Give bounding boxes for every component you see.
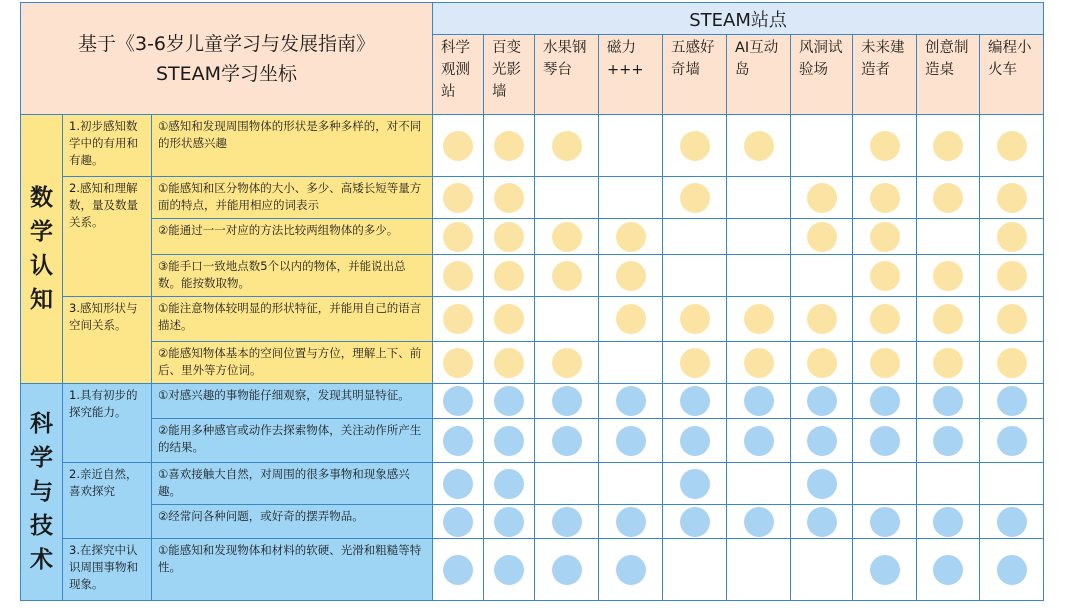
mark-cell [727,384,791,419]
mark-cell [917,219,980,255]
station-header-8: 未来建造者 [853,35,917,115]
station-mark-dot [616,386,646,416]
station-mark-dot [680,426,710,456]
mark-cell [663,384,727,419]
mark-cell [980,342,1044,384]
mark-cell [599,177,663,219]
mark-cell [980,463,1044,505]
mark-cell [917,115,980,177]
station-mark-dot [494,348,524,378]
station-mark-dot [443,304,473,334]
station-mark-dot [997,348,1027,378]
station-mark-dot [807,386,837,416]
station-mark-dot [870,222,900,252]
station-mark-dot [552,426,582,456]
table-row [21,384,1044,419]
mark-cell [727,505,791,539]
mark-cell [535,384,599,419]
indicator-cell: ②能通过一一对应的方法比较两组物体的多少。 [152,219,433,255]
table-row [21,463,1044,505]
mark-cell [599,539,663,601]
station-mark-dot [997,507,1027,537]
mark-cell [535,297,599,342]
station-mark-dot [744,348,774,378]
mark-cell [917,177,980,219]
mark-cell [663,177,727,219]
mark-cell [599,419,663,463]
indicator-cell: ①能感知和区分物体的大小、多少、高矮长短等量方面的特点，并能用相应的词表示 [152,177,433,219]
goal-cell: 3.感知形状与空间关系。 [63,297,152,384]
mark-cell [484,539,535,601]
mark-cell [727,297,791,342]
mark-cell [980,297,1044,342]
mark-cell [917,539,980,601]
station-mark-dot [443,183,473,213]
goal-cell: 2.亲近自然，喜欢探究 [63,463,152,539]
mark-cell [433,463,484,505]
mark-cell [663,463,727,505]
category-char: 知 [30,287,53,313]
category-char: 学 [30,219,53,245]
mark-cell [433,539,484,601]
mark-cell [917,384,980,419]
mark-cell [663,505,727,539]
station-mark-dot [933,507,963,537]
table-row [21,419,1044,463]
mark-cell [535,505,599,539]
station-mark-dot [807,507,837,537]
mark-cell [599,219,663,255]
station-mark-dot [680,131,710,161]
station-mark-dot [807,426,837,456]
station-mark-dot [552,261,582,291]
mark-cell [727,342,791,384]
mark-cell [433,342,484,384]
station-mark-dot [494,183,524,213]
steam-coordinate-table [20,2,1044,601]
station-header-7: 风洞试验场 [791,35,853,115]
mark-cell [791,505,853,539]
mark-cell [917,342,980,384]
mark-cell [663,255,727,297]
mark-cell [853,219,917,255]
mark-cell [791,219,853,255]
goal-cell: 3.在探究中认识周围事物和现象。 [63,539,152,601]
station-mark-dot [443,386,473,416]
station-mark-dot [616,507,646,537]
mark-cell [791,463,853,505]
table-title [21,3,433,115]
indicator-cell: ②经常问各种问题，或好奇的摆弄物品。 [152,505,433,539]
station-mark-dot [552,222,582,252]
mark-cell [433,419,484,463]
station-mark-dot [680,304,710,334]
station-mark-dot [933,261,963,291]
mark-cell [484,219,535,255]
station-mark-dot [680,469,710,499]
mark-cell [917,297,980,342]
station-header-2: 百变光影墙 [484,35,535,115]
mark-cell [853,463,917,505]
station-mark-dot [494,469,524,499]
goal-cell: 2.感知和理解数，量及数量关系。 [63,177,152,297]
station-mark-dot [870,507,900,537]
mark-cell [535,539,599,601]
mark-cell [433,219,484,255]
station-mark-dot [616,261,646,291]
station-mark-dot [933,348,963,378]
station-mark-dot [744,507,774,537]
station-mark-dot [933,131,963,161]
station-mark-dot [807,304,837,334]
station-mark-dot [616,555,646,585]
station-header-9: 创意制造桌 [917,35,980,115]
station-mark-dot [443,426,473,456]
mark-cell [663,115,727,177]
mark-cell [853,255,917,297]
station-mark-dot [680,386,710,416]
steam-stations-header: STEAM站点 [433,3,1044,35]
mark-cell [599,384,663,419]
mark-cell [853,539,917,601]
mark-cell [727,539,791,601]
mark-cell [853,177,917,219]
mark-cell [980,505,1044,539]
mark-cell [791,539,853,601]
station-mark-dot [552,555,582,585]
station-mark-dot [744,304,774,334]
station-mark-dot [552,507,582,537]
station-mark-dot [494,426,524,456]
station-mark-dot [616,426,646,456]
mark-cell [727,419,791,463]
station-mark-dot [997,131,1027,161]
mark-cell [484,177,535,219]
station-mark-dot [443,261,473,291]
station-mark-dot [552,348,582,378]
category-math [21,115,63,384]
station-mark-dot [997,183,1027,213]
mark-cell [484,419,535,463]
mark-cell [727,463,791,505]
indicator-cell: ①能注意物体较明显的形状特征，并能用自己的语言描述。 [152,297,433,342]
station-mark-dot [870,386,900,416]
station-mark-dot [870,183,900,213]
station-mark-dot [744,386,774,416]
category-science [21,384,63,601]
station-mark-dot [933,386,963,416]
indicator-cell: ②能感知物体基本的空间位置与方位，理解上下、前后、里外等方位词。 [152,342,433,384]
mark-cell [917,463,980,505]
table-row [21,219,1044,255]
station-header-3: 水果钢琴台 [535,35,599,115]
mark-cell [484,297,535,342]
mark-cell [433,384,484,419]
station-header-5: 五感好奇墙 [663,35,727,115]
station-mark-dot [933,426,963,456]
mark-cell [599,297,663,342]
goal-cell: 1.初步感知数学中的有用和有趣。 [63,115,152,177]
station-mark-dot [443,222,473,252]
station-mark-dot [494,386,524,416]
station-mark-dot [997,386,1027,416]
mark-cell [484,384,535,419]
table-title-line1: 基于《3-6岁儿童学习与发展指南》 [77,32,376,55]
mark-cell [853,115,917,177]
indicator-cell: ①喜欢接触大自然，对周围的很多事物和现象感兴趣。 [152,463,433,505]
station-mark-dot [744,426,774,456]
mark-cell [853,297,917,342]
mark-cell [980,115,1044,177]
indicator-cell: ①感知和发现周围物体的形状是多种多样的，对不同的形状感兴趣 [152,115,433,177]
mark-cell [599,115,663,177]
mark-cell [535,255,599,297]
table-row [21,115,1044,177]
mark-cell [727,177,791,219]
station-mark-dot [443,131,473,161]
mark-cell [980,539,1044,601]
mark-cell [535,342,599,384]
station-mark-dot [744,131,774,161]
mark-cell [791,115,853,177]
mark-cell [663,539,727,601]
station-mark-dot [443,555,473,585]
goal-cell: 1.具有初步的探究能力。 [63,384,152,463]
mark-cell [599,463,663,505]
station-mark-dot [494,507,524,537]
indicator-cell: ①能感知和发现物体和材料的软硬、光滑和粗糙等特性。 [152,539,433,601]
station-mark-dot [616,304,646,334]
station-mark-dot [494,555,524,585]
station-mark-dot [870,555,900,585]
table-row [21,505,1044,539]
station-mark-dot [807,348,837,378]
mark-cell [484,255,535,297]
station-mark-dot [933,555,963,585]
station-mark-dot [997,426,1027,456]
mark-cell [980,419,1044,463]
station-mark-dot [870,131,900,161]
station-mark-dot [494,222,524,252]
indicator-cell: ①对感兴趣的事物能仔细观察，发现其明显特征。 [152,384,433,419]
station-mark-dot [443,507,473,537]
category-char: 数 [30,185,53,211]
mark-cell [853,342,917,384]
mark-cell [727,219,791,255]
station-mark-dot [552,131,582,161]
mark-cell [917,255,980,297]
mark-cell [917,419,980,463]
mark-cell [980,219,1044,255]
mark-cell [663,297,727,342]
station-header-1: 科学观测站 [433,35,484,115]
category-char: 科 [30,411,53,437]
mark-cell [791,384,853,419]
mark-cell [535,419,599,463]
mark-cell [853,419,917,463]
mark-cell [433,115,484,177]
table-row [21,297,1044,342]
station-mark-dot [494,261,524,291]
mark-cell [433,505,484,539]
mark-cell [535,115,599,177]
mark-cell [791,255,853,297]
station-mark-dot [870,348,900,378]
mark-cell [535,463,599,505]
category-char: 认 [30,253,53,279]
station-mark-dot [807,183,837,213]
indicator-cell: ③能手口一致地点数5个以内的物体，并能说出总数。能按数取物。 [152,255,433,297]
station-mark-dot [680,183,710,213]
table-row [21,342,1044,384]
station-header-10: 编程小火车 [980,35,1044,115]
mark-cell [484,463,535,505]
mark-cell [663,419,727,463]
station-header-4: 磁力+++ [599,35,663,115]
station-header-6: AI互动岛 [727,35,791,115]
mark-cell [599,255,663,297]
mark-cell [791,419,853,463]
station-mark-dot [997,555,1027,585]
indicator-cell: ②能用多种感官或动作去探索物体，关注动作所产生的结果。 [152,419,433,463]
mark-cell [663,219,727,255]
mark-cell [484,342,535,384]
station-mark-dot [494,304,524,334]
station-mark-dot [997,222,1027,252]
mark-cell [433,255,484,297]
mark-cell [791,342,853,384]
station-mark-dot [443,348,473,378]
station-mark-dot [870,304,900,334]
category-char: 技 [30,513,53,539]
table-row [21,177,1044,219]
mark-cell [599,505,663,539]
station-mark-dot [933,183,963,213]
mark-cell [599,342,663,384]
station-mark-dot [443,469,473,499]
station-mark-dot [997,261,1027,291]
mark-cell [433,177,484,219]
mark-cell [535,177,599,219]
mark-cell [853,384,917,419]
table-title-line2: STEAM学习坐标 [155,62,298,85]
category-char: 与 [30,479,53,505]
station-mark-dot [680,507,710,537]
mark-cell [791,297,853,342]
mark-cell [727,255,791,297]
mark-cell [727,115,791,177]
station-mark-dot [933,304,963,334]
mark-cell [484,115,535,177]
station-mark-dot [870,426,900,456]
mark-cell [980,177,1044,219]
station-mark-dot [997,304,1027,334]
station-mark-dot [552,386,582,416]
mark-cell [853,505,917,539]
station-mark-dot [870,261,900,291]
mark-cell [663,342,727,384]
mark-cell [791,177,853,219]
table-row [21,539,1044,601]
station-mark-dot [494,131,524,161]
mark-cell [917,505,980,539]
mark-cell [980,255,1044,297]
category-char: 学 [30,445,53,471]
station-mark-dot [680,348,710,378]
category-char: 术 [30,547,53,573]
mark-cell [535,219,599,255]
mark-cell [484,505,535,539]
station-mark-dot [807,469,837,499]
mark-cell [433,297,484,342]
station-mark-dot [807,222,837,252]
table-row [21,255,1044,297]
station-mark-dot [616,222,646,252]
mark-cell [980,384,1044,419]
